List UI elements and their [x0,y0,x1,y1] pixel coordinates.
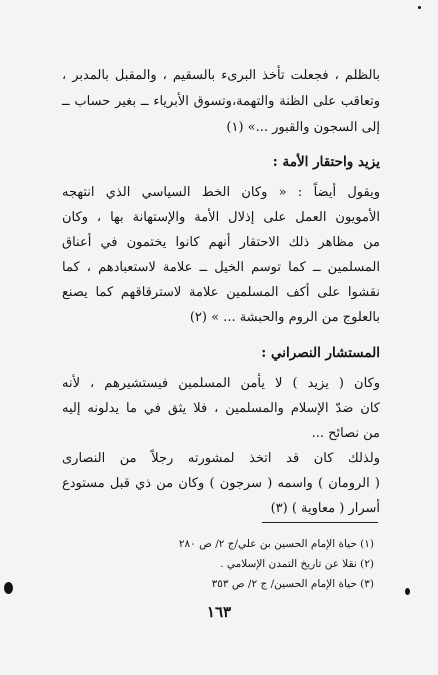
footnote: (٢) نقلا عن تاريخ التمدن الإسلامي . [220,558,374,570]
ink-spot [418,6,421,9]
body-line: المسلمين ــ كما توسم الخيل ــ علامة لاستعبادهم ، كما [62,260,380,275]
ink-spot [405,588,410,595]
body-line: أسرار ( معاوية ) (٣) [270,501,380,516]
body-line: بالعلوج من الروم والحبشة ... » (٢) [189,310,380,325]
body-line: وتعاقب على الظنة والتهمة،وتسوق الأبرياء ــ بغير حساب ــ [62,94,380,109]
body-line: بالظلم ، فجعلت تأخذ البرىء بالسقيم ، والمقبل بالمدبر ، [62,68,380,83]
ink-spot [4,582,13,594]
body-line: وكان ( يزيد ) لا يأمن المسلمين فيستشيرهم ، لأنه [62,376,380,391]
footnote-divider [262,522,378,523]
body-line: من نصائح ... [311,426,380,441]
body-line: الأمويون العمل على إذلال الأمة والإستهانة بها ، وكان [62,210,380,225]
section-heading: يزيد واحتقار الأمة : [272,154,380,170]
section-heading: المستشار النصراني : [261,345,380,361]
body-line: نقشوا على أكف المسلمين علامة لاسترقاقهم كما يصنع [62,285,380,300]
body-line: إلى السجون والقبور ...» (١) [226,120,380,135]
body-line: ولذلك كان قد اتخذ لمشورته رجلاً من النصارى [62,451,380,466]
body-line: ( الرومان ) واسمه ( سرجون ) وكان من ذي قبل مستودع [62,476,380,491]
body-line: ويقول أيضاً : « وكان الخط السياسي الذي انتهجه [62,185,380,200]
page-number: ١٦٣ [206,603,232,621]
body-line: من مظاهر ذلك الاحتقار أنهم كانوا يختمون في أعناق [62,235,380,250]
footnote: (١) حياة الإمام الحسين بن علي/ج ٢/ ص ٢٨٠ [178,538,374,550]
body-line: كان ضدّ الإسلام والمسلمين ، فلا يثق في ما يدلونه إليه [62,401,380,416]
footnote: (٣) حياة الإمام الحسين/ ج ٢/ ص ٣٥٣ [211,578,374,590]
